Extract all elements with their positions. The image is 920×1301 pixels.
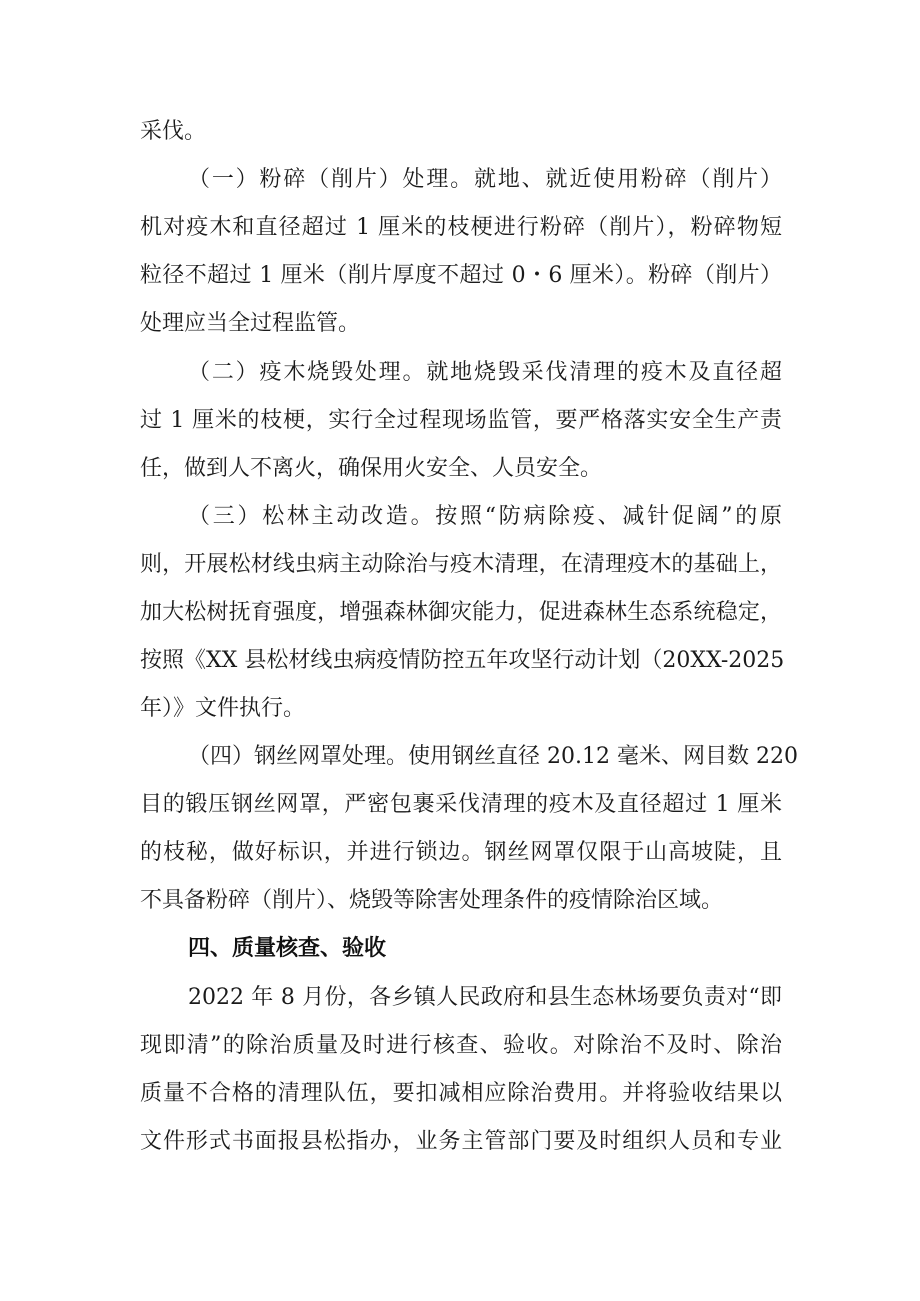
text-line: 加大松树抚育强度，增强森林御灾能力，促进森林生态系统稳定， — [140, 600, 782, 625]
section-heading: 四、质量核查、验收 — [188, 936, 387, 961]
text-line: 现即清”的除治质量及时进行核查、验收。对除治不及时、除治 — [140, 1033, 782, 1058]
text-line: 不具备粉碎（削片）、烧毁等除害处理条件的疫情除治区域。 — [140, 888, 724, 913]
text-line: 2022 年 8 月份，各乡镇人民政府和县生态林场要负责对“即 — [188, 985, 782, 1010]
text-line: 按照《XX 县松材线虫病疫情防控五年攻坚行动计划（20XX-2025 — [140, 648, 785, 673]
text-line: 任，做到人不离火，确保用火安全、人员安全。 — [140, 456, 603, 481]
text-line: （一）粉碎（削片）处理。就地、就近使用粉碎（削片） — [188, 167, 782, 192]
text-line: 年）》文件执行。 — [140, 696, 306, 721]
text-line: 则，开展松材线虫病主动除治与疫木清理，在清理疫木的基础上， — [140, 552, 782, 577]
text-line: 粒径不超过 1 厘米（削片厚度不超过 0・6 厘米）。粉碎（削片） — [140, 263, 782, 288]
text-line: 机对疫木和直径超过 1 厘米的枝梗进行粉碎（削片），粉碎物短 — [140, 215, 782, 240]
text-line: 文件形式书面报县松指办，业务主管部门要及时组织人员和专业 — [140, 1129, 782, 1154]
text-line: 质量不合格的清理队伍，要扣减相应除治费用。并将验收结果以 — [140, 1081, 782, 1106]
text-line: 采伐。 — [140, 119, 207, 144]
text-line: 过 1 厘米的枝梗，实行全过程现场监管，要严格落实安全生产责 — [140, 408, 782, 433]
text-line: 的枝秘，做好标识，并进行锁边。钢丝网罩仅限于山高坡陡，且 — [140, 840, 782, 865]
text-line: （三）松林主动改造。按照“防病除疫、减针促阔”的原 — [188, 504, 782, 529]
text-line: 处理应当全过程监管。 — [140, 311, 361, 336]
text-line: （四）钢丝网罩处理。使用钢丝直径 20.12 毫米、网目数 220 — [188, 744, 798, 769]
text-line: （二）疫木烧毁处理。就地烧毁采伐清理的疫木及直径超 — [188, 360, 782, 385]
text-line: 目的锻压钢丝网罩，严密包裹采伐清理的疫木及直径超过 1 厘米 — [140, 792, 782, 817]
